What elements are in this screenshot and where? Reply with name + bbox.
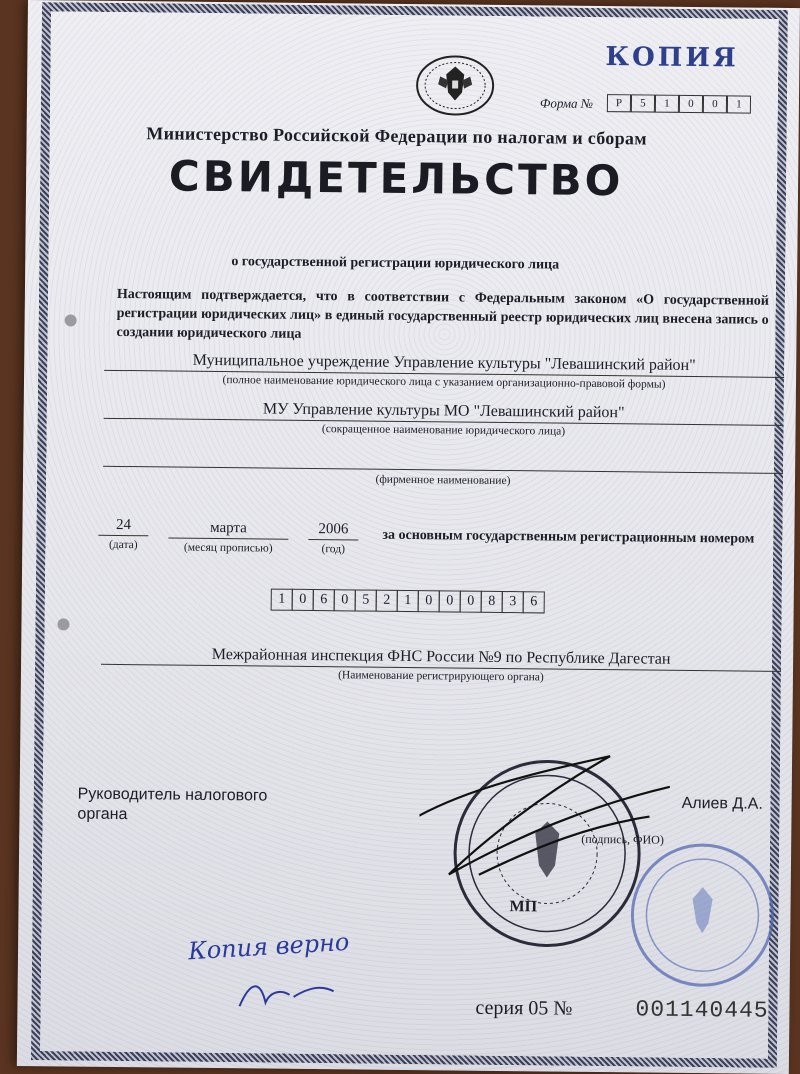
registering-authority-caption: (Наименование регистрирующего органа) — [338, 669, 544, 684]
form-code-cell: 1 — [727, 95, 751, 113]
ogrn-digit: 6 — [313, 589, 335, 611]
handwritten-initials-icon — [229, 972, 339, 1013]
ogrn-digit: 6 — [523, 591, 545, 613]
ogrn-digit: 0 — [460, 591, 482, 613]
form-code-cell: 0 — [679, 95, 703, 113]
ministry-name: Министерство Российской Федерации по налогам и сборам — [146, 123, 647, 149]
intro-paragraph: Настоящим подтверждается, что в соответствии с Федеральным законом «О государственной регистрации юридических лиц» в единый государственный реестр юридических лиц внесена запись о создании юридического лица — [116, 286, 769, 342]
registering-authority: Межрайонная инспекция ФНС России №9 по Республике Дагестан — [101, 645, 781, 672]
form-label: Форма № — [539, 95, 594, 111]
document-title: СВИДЕТЕЛЬСТВО — [168, 151, 624, 206]
entity-short-name-caption: (сокращенное наименование юридического лица) — [321, 423, 566, 438]
copy-stamp: КОПИЯ — [605, 42, 739, 74]
form-code-cell: 1 — [655, 95, 679, 113]
form-code-cell: 0 — [703, 95, 727, 113]
document-subtitle: о государственной регистрации юридического лица — [231, 254, 560, 273]
ogrn-digit: 0 — [292, 589, 314, 611]
form-code — [607, 94, 751, 114]
entity-full-name-caption: (полное наименование юридического лица с указанием организационно-правовой формы) — [222, 374, 666, 391]
punch-hole — [65, 314, 77, 326]
registration-day-caption: (дата) — [108, 538, 138, 552]
punch-hole — [57, 618, 69, 630]
signature-caption: (подпись, ФИО) — [581, 831, 664, 847]
ogrn-number — [272, 589, 545, 614]
handwritten-certification: Копия верно — [187, 927, 351, 966]
entity-brand-name-caption: (фирменное наименование) — [375, 473, 511, 488]
ogrn-digit: 0 — [418, 590, 440, 612]
registration-year-caption: (год) — [321, 543, 345, 556]
registration-year: 2006 — [308, 521, 358, 541]
registration-day: 24 — [98, 517, 148, 537]
entity-short-name: МУ Управление культуры МО "Левашинский район" — [104, 399, 784, 426]
certificate-page — [17, 0, 800, 1074]
head-name: Алиев Д.А. — [681, 794, 763, 813]
ogrn-digit: 8 — [481, 591, 503, 613]
ogrn-digit: 5 — [355, 589, 377, 611]
ogrn-digit: 1 — [397, 590, 419, 612]
ogrn-digit: 0 — [334, 589, 356, 611]
form-code-cell: Р — [607, 94, 631, 112]
ogrn-digit: 1 — [271, 589, 293, 611]
registration-month-caption: (месяц прописью) — [183, 541, 273, 555]
coat-of-arms-icon — [412, 52, 499, 119]
head-of-tax-authority-label: Руководитель налогового органа — [77, 785, 268, 824]
seal-mark: МП — [509, 898, 538, 916]
ogrn-digit: 0 — [439, 590, 461, 612]
official-seal-icon — [418, 724, 781, 988]
entity-full-name: Муниципальное учреждение Управление культуры "Левашинский район" — [104, 351, 784, 378]
ogrn-digit: 3 — [502, 591, 524, 613]
registration-number-label: за основным государственным регистрационным номером — [382, 527, 755, 547]
serial-number: 001140445 — [635, 996, 769, 1024]
form-code-cell: 5 — [631, 94, 655, 112]
registration-month: марта — [168, 520, 288, 540]
series-label: серия 05 № — [475, 996, 573, 1020]
ogrn-digit: 2 — [376, 590, 398, 612]
